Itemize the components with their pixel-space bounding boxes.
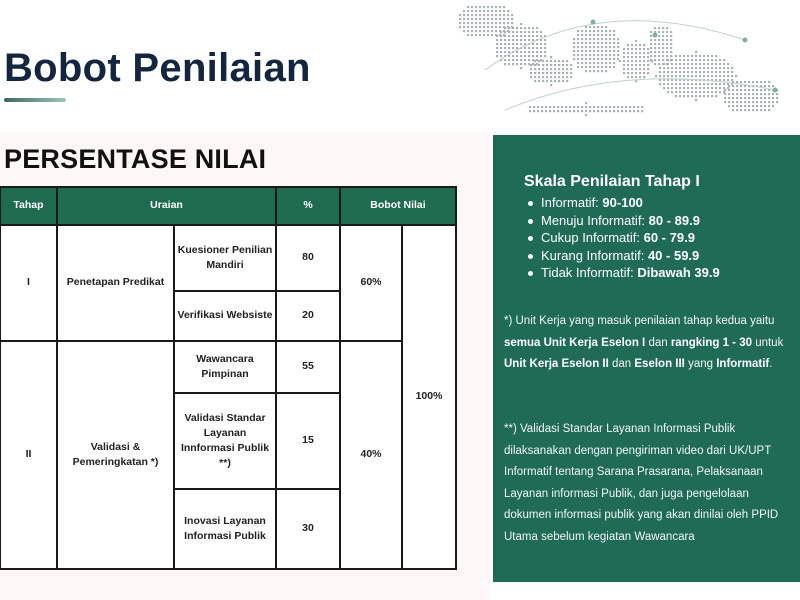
- list-item: [527, 229, 720, 247]
- item-cell: Inovasi Layanan Informasi Publik: [174, 489, 276, 569]
- col-header-uraian: Uraian: [57, 187, 276, 225]
- item-cell: Validasi Standar Layanan Innformasi Publik **): [174, 393, 276, 489]
- scale-list: [527, 194, 720, 282]
- percent-cell: 20: [276, 291, 340, 341]
- scale-value: 60 - 79.9: [643, 230, 695, 245]
- scale-value: Dibawah 39.9: [637, 265, 720, 280]
- item-cell: Kuesioner Penilian Mandiri: [174, 225, 276, 291]
- stage-weight-cell: 60%: [340, 225, 402, 341]
- list-item: [527, 247, 720, 265]
- percent-cell: 55: [276, 341, 340, 393]
- scale-value: 90-100: [602, 195, 643, 210]
- stage-description-cell: Penetapan Predikat: [57, 225, 174, 341]
- scale-value: 80 - 89.9: [648, 212, 700, 228]
- scale-label: Informatif:: [541, 195, 603, 210]
- percent-cell: 30: [276, 489, 340, 569]
- scale-label: Tidak Informatif:: [541, 265, 638, 280]
- stage-cell: II: [0, 341, 57, 569]
- title-underline: [4, 98, 66, 102]
- list-item: [527, 194, 720, 212]
- stage-cell: I: [0, 225, 57, 341]
- scale-title: Skala Penilaian Tahap I: [524, 173, 700, 190]
- col-header-percent: %: [276, 187, 340, 225]
- col-header-bobot: Bobot Nilai: [340, 187, 456, 225]
- item-cell: Wawancara Pimpinan: [174, 341, 276, 393]
- list-item: [527, 212, 720, 230]
- percent-cell: 80: [276, 225, 340, 291]
- scale-label: Kurang Informatif:: [541, 247, 648, 263]
- weight-table: [0, 186, 457, 570]
- scale-label: Cukup Informatif:: [541, 230, 644, 245]
- scale-info-panel: [493, 135, 800, 582]
- page-title: Bobot Penilaian: [4, 46, 311, 90]
- note-stage-two: *) Unit Kerja yang masuk penilaian tahap kedua yaitu semua Unit Kerja Eselon I dan rangking 1 - 30 untuk Unit Kerja Eselon II dan Eselon III yang Informatif.: [504, 315, 784, 370]
- total-weight-cell: 100%: [402, 225, 456, 569]
- scale-label: Menuju Informatif:: [541, 212, 649, 228]
- table-row: [0, 341, 456, 393]
- table-row: [0, 225, 456, 291]
- section-title: PERSENTASE NILAI: [4, 144, 267, 174]
- stage-weight-cell: 40%: [340, 341, 402, 569]
- list-item: [527, 264, 720, 282]
- note-validation: **) Validasi Standar Layanan Informasi Publik dilaksanakan dengan pengiriman video dari UK/UPT Informatif tentang Sarana Prasarana, Pelaksanaan Layanan informasi Publik, dan juga pengelolaan dokumen informasi publik yang akan dinilai oleh PPID Utama sebelum kegiatan Wawancara: [504, 423, 779, 543]
- table-header-row: [0, 187, 456, 225]
- scale-value: 40 - 59.9: [647, 247, 700, 263]
- indonesia-map-graphic: [445, 0, 800, 135]
- col-header-tahap: Tahap: [0, 187, 57, 225]
- stage-description-cell: Validasi & Pemeringkatan *): [57, 341, 174, 569]
- percent-cell: 15: [276, 393, 340, 489]
- item-cell: Verifikasi Websiste: [174, 291, 276, 341]
